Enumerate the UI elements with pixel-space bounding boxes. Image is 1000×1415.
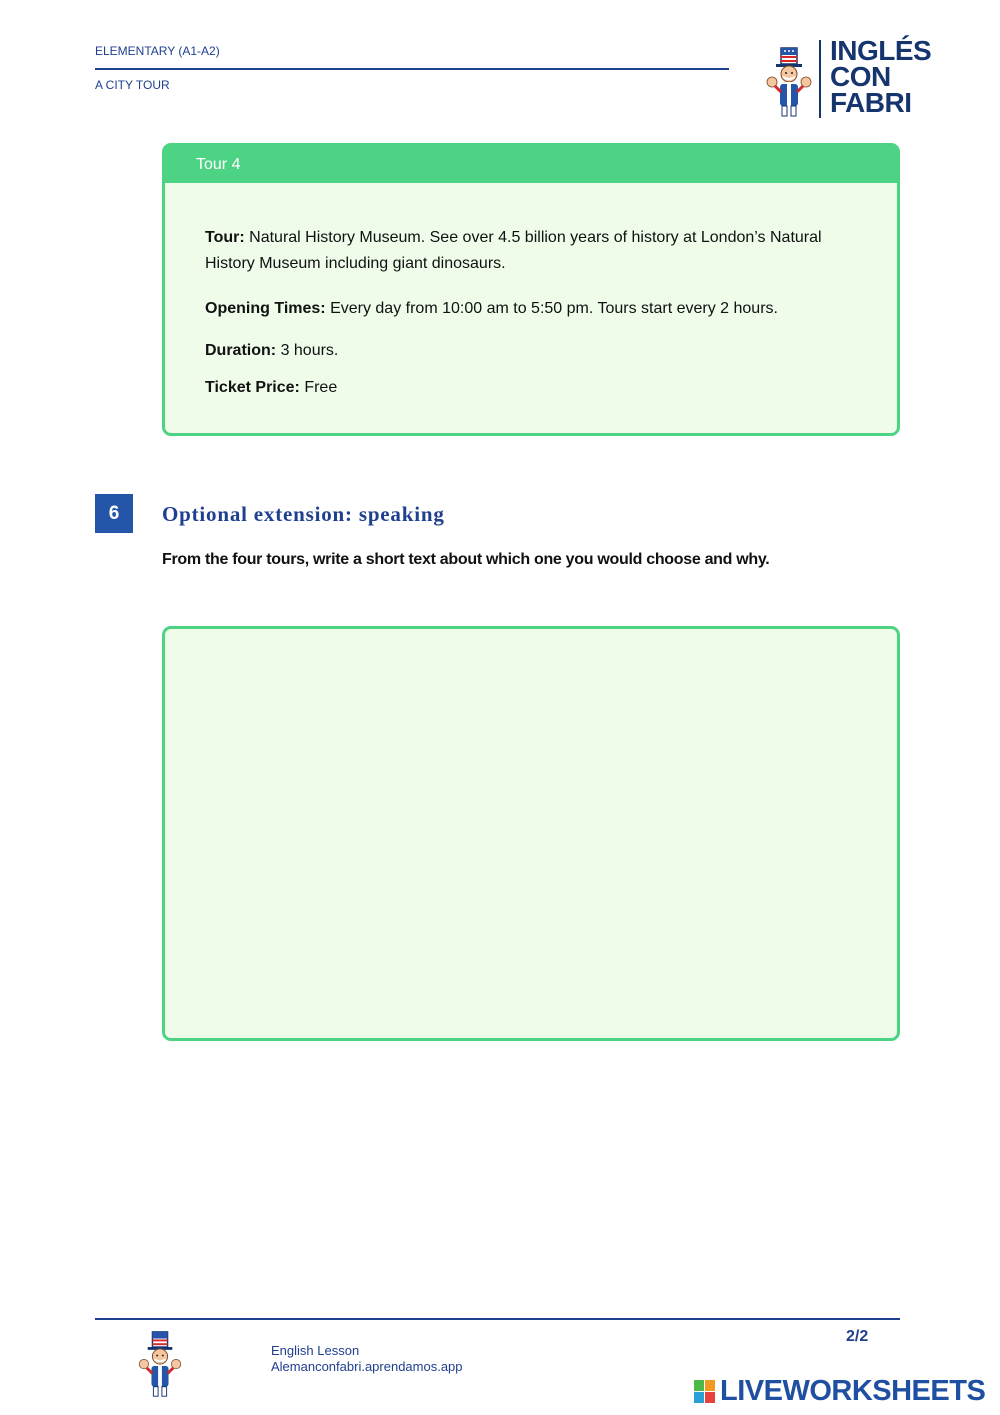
logo-line-2: CON: [830, 61, 891, 92]
logo-line-1: INGLÉS: [830, 35, 932, 66]
duration-row: [205, 338, 857, 364]
liveworksheets-wordmark: LIVEWORKSHEETS: [720, 1375, 986, 1407]
ticket-price-value: Free: [304, 379, 338, 396]
header-divider: [95, 68, 729, 70]
uncle-sam-mascot-icon: [764, 46, 814, 120]
section-title: Optional extension: speaking: [162, 502, 445, 526]
ticket-price-row: [205, 375, 857, 401]
duration-label: Duration:: [205, 342, 277, 359]
logo-divider: [819, 40, 821, 118]
tour-row: [205, 225, 857, 277]
footer-lesson-info: [271, 1343, 463, 1375]
header-level: ELEMENTARY (A1-A2): [95, 44, 220, 58]
tour-card: [162, 143, 900, 436]
tour-row-label: Tour:: [205, 229, 245, 246]
section-instruction: From the four tours, write a short text about which one you would choose and why.: [162, 551, 770, 568]
footer-lesson-site: Alemanconfabri.aprendamos.app: [271, 1359, 463, 1374]
answer-text-box[interactable]: [162, 626, 900, 1041]
header-subtitle: A CITY TOUR: [95, 78, 170, 92]
page-total: /2: [854, 1328, 869, 1345]
page-current: 2: [846, 1328, 855, 1345]
duration-value: 3 hours.: [280, 342, 339, 359]
brand-logo: [764, 35, 932, 122]
opening-times-value: Every day from 10:00 am to 5:50 pm. Tours start every 2 hours.: [330, 300, 778, 317]
footer-lesson-title: English Lesson: [271, 1343, 360, 1358]
tour-card-title: Tour 4: [165, 146, 897, 183]
ticket-price-label: Ticket Price:: [205, 379, 300, 396]
footer-divider: [95, 1318, 900, 1320]
logo-line-3: FABRI: [830, 87, 912, 118]
page-number: [846, 1328, 868, 1346]
opening-times-label: Opening Times:: [205, 300, 326, 317]
liveworksheets-blocks-icon: [694, 1380, 716, 1404]
section-number-badge: 6: [95, 494, 133, 533]
tour-card-body: [165, 183, 897, 401]
opening-times-row: [205, 296, 857, 322]
uncle-sam-mascot-icon: [132, 1330, 188, 1400]
tour-row-value: Natural History Museum. See over 4.5 billion years of history at London’s Natural History Museum including giant dinosaurs.: [205, 229, 822, 272]
logo-wordmark: [830, 35, 932, 118]
